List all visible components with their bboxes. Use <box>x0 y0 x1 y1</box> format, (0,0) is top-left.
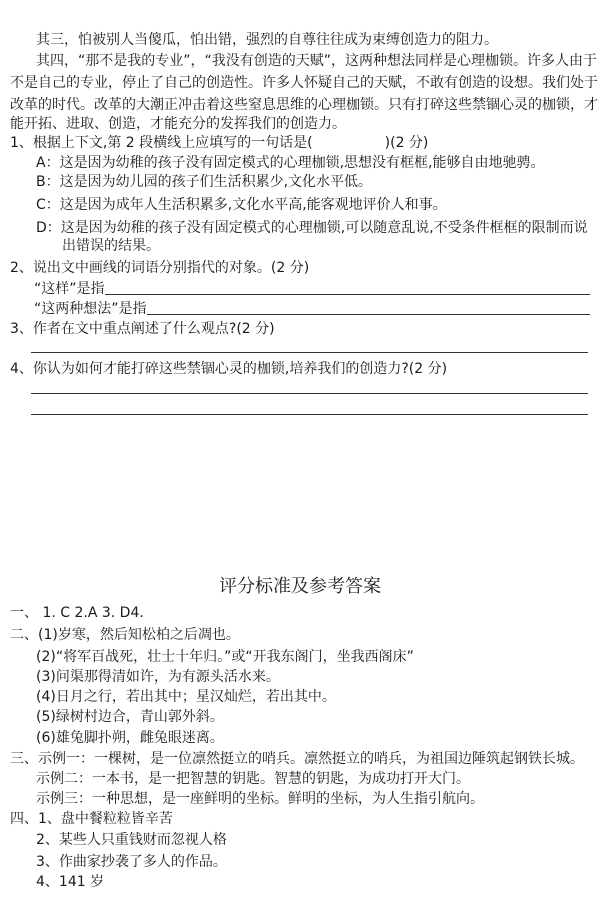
option-d: D：这是因为幼稚的孩子没有固定模式的心理枷锁,可以随意乱说,不受条件框框的限制而说 <box>36 220 588 236</box>
answer-line-text: (5)绿树村边合，青山郭外斜。 <box>36 709 224 725</box>
passage-line: 不是自己的专业，停止了自己的创造性。许多人怀疑自己的天赋，不敢有创造的设想。我们处于 <box>10 75 598 91</box>
question-stem: 4、你认为如何才能打碎这些禁锢心灵的枷锁,培养我们的创造力?(2 分) <box>10 361 448 377</box>
answer-line-text: (3)问渠那得清如许，为有源头活水来。 <box>36 669 280 685</box>
blank-label: “这两种想法”是指 <box>34 301 147 317</box>
blank-label: “这样”是指 <box>34 281 105 297</box>
question-stem <box>10 134 428 152</box>
blank-row <box>34 300 590 318</box>
option-d-continued: 出错误的结果。 <box>62 238 160 254</box>
answer-line-text: (4)日月之行，若出其中；星汉灿烂，若出其中。 <box>36 689 336 705</box>
question-stem: 2、说出文中画线的词语分别指代的对象。(2 分) <box>10 260 310 276</box>
answer-line-text: 一、 1. C 2.A 3. D4. <box>10 605 144 621</box>
answer-line-text: 四、1、盘中餐粒粒皆辛苦 <box>10 811 173 827</box>
answer-line-text: 二、(1)岁寒，然后知松柏之后凋也。 <box>10 627 240 643</box>
option-a: A：这是因为幼稚的孩子没有固定模式的心理枷锁,思想没有框框,能够自由地驰骋。 <box>36 155 545 171</box>
answer-line-text: (6)雄兔脚扑朔，雌兔眼迷离。 <box>36 730 224 746</box>
answer-line-text: 三、示例一：一棵树，是一位凛然挺立的哨兵。凛然挺立的哨兵，为祖国边陲筑起钢铁长城。 <box>10 751 584 767</box>
passage-line: 能开拓、进取、创造，才能充分的发挥我们的创造力。 <box>10 116 346 132</box>
answer-line-text: 示例三：一种思想，是一座鲜明的坐标。鲜明的坐标，为人生指引航向。 <box>36 791 484 807</box>
passage-line: 改革的时代。改革的大潮正冲击着这些窒息思维的心理枷锁。只有打碎这些禁锢心灵的枷锁，才 <box>10 97 598 113</box>
answer-line-text: (2)“将军百战死，壮士十年归。”或“开我东阁门，坐我西阁床” <box>36 649 414 665</box>
answer-line[interactable] <box>31 414 588 415</box>
option-c: C：这是因为成年人生活积累多,文化水平高,能客观地评价人和事。 <box>36 197 447 213</box>
answer-line[interactable] <box>31 352 588 353</box>
answer-line[interactable] <box>31 393 588 394</box>
answer-line-text: 3、作曲家抄袭了多人的作品。 <box>36 854 227 870</box>
answer-line-text: 2、某些人只重钱财而忽视人格 <box>36 832 227 848</box>
answer-key-title: 评分标准及参考答案 <box>219 576 381 597</box>
passage-line: 其四，“那不是我的专业”，“我没有创造的天赋”，这两种想法同样是心理枷锁。许多人由于 <box>36 53 598 69</box>
passage-line: 其三，怕被别人当傻瓜，怕出错，强烈的自尊往往成为束缚创造力的阻力。 <box>36 32 498 48</box>
q1-stem-after: )(2 分) <box>384 135 429 151</box>
q1-stem-before: 1、根据上下文,第 2 段横线上应填写的一句话是( <box>10 135 313 151</box>
option-b: B：这是因为幼儿园的孩子们生活积累少,文化水平低。 <box>36 174 373 190</box>
question-stem: 3、作者在文中重点阐述了什么观点?(2 分) <box>10 321 275 337</box>
answer-line-text: 4、141 岁 <box>36 874 105 890</box>
blank-row <box>34 280 590 298</box>
answer-blank[interactable] <box>105 280 590 295</box>
answer-line-text: 示例二：一本书，是一把智慧的钥匙。智慧的钥匙，为成功打开大门。 <box>36 771 470 787</box>
answer-blank[interactable] <box>147 300 590 315</box>
